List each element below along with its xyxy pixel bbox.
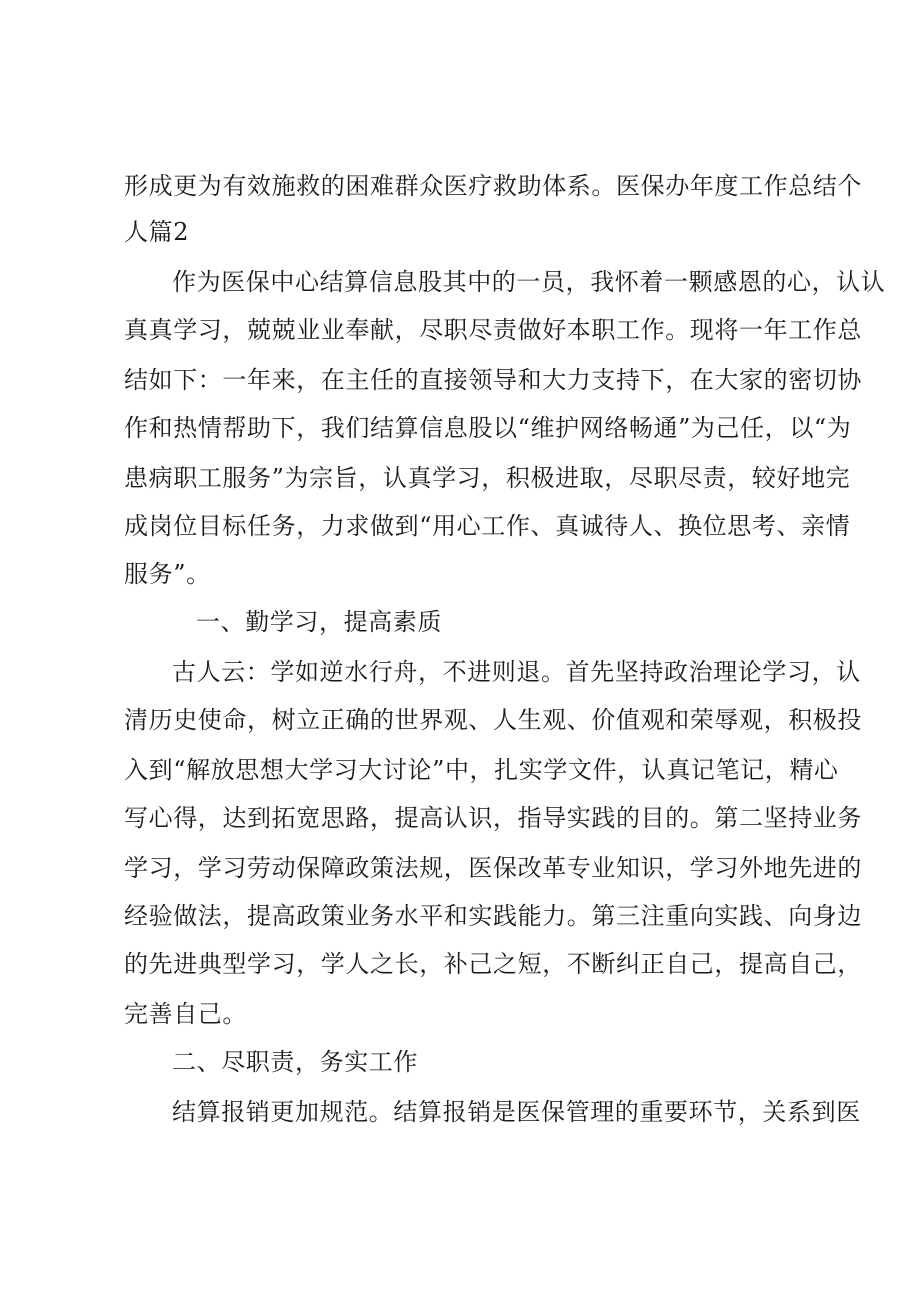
text-line: 服务”。 — [124, 560, 211, 588]
text-line: 作和热情帮助下，我们结算信息股以“维护网络畅通”为己任，以“为 — [124, 414, 852, 442]
text-line: 入到“解放思想大学习大讨论”中，扎实学文件，认真记笔记，精心 — [124, 756, 839, 784]
text-line: 真真学习，兢兢业业奉献，尽职尽责做好本职工作。现将一年工作总 — [124, 316, 862, 344]
text-line: 患病职工服务”为宗旨，认真学习，积极进取，尽职尽责，较好地完 — [124, 464, 851, 492]
text-line: 学习，学习劳动保障政策法规，医保改革专业知识，学习外地先进的 — [124, 854, 862, 882]
section-heading: 二、尽职责，务实工作 — [172, 1048, 418, 1076]
text-line: 完善自己。 — [124, 1000, 247, 1028]
paragraph-start-line: 作为医保中心结算信息股其中的一员，我怀着一颗感恩的心，认认 — [172, 268, 886, 296]
text-line: 形成更为有效施救的困难群众医疗救助体系。医保办年度工作总结个 — [124, 172, 862, 200]
text-line: 人篇2 — [124, 218, 190, 246]
text-line: 写心得，达到拓宽思路，提高认识，指导实践的目的。第二坚持业务 — [124, 804, 862, 832]
section-heading: 一、勤学习，提高素质 — [196, 608, 442, 636]
text-line: 清历史使命，树立正确的世界观、人生观、价值观和荣辱观，积极投 — [124, 706, 862, 734]
text-line: 的先进典型学习，学人之长，补己之短，不断纠正自己，提高自己， — [124, 950, 862, 978]
text-line: 经验做法，提高政策业务水平和实践能力。第三注重向实践、向身边 — [124, 902, 862, 930]
text-line: 结如下：一年来，在主任的直接领导和大力支持下，在大家的密切协 — [124, 366, 862, 394]
paragraph-start-line: 古人云：学如逆水行舟，不进则退。首先坚持政治理论学习，认 — [172, 658, 861, 686]
text-line: 成岗位目标任务，力求做到“用心工作、真诚待人、换位思考、亲情 — [124, 512, 851, 540]
paragraph-start-line: 结算报销更加规范。结算报销是医保管理的重要环节，关系到医 — [172, 1098, 861, 1126]
